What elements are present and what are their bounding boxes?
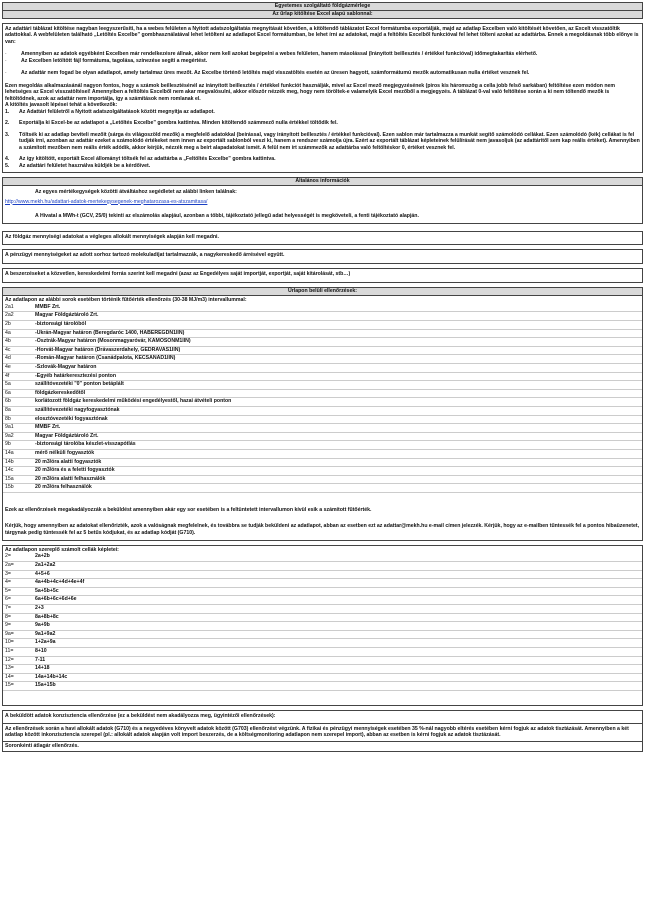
calc-row-code: 4= — [3, 579, 33, 588]
calc-row-label: 8+10 — [33, 647, 642, 656]
calc-row — [3, 656, 642, 665]
check-row — [3, 415, 642, 424]
calc-row-code: 5= — [3, 587, 33, 596]
important-paragraph: Ezen megoldás alkalmazásánál nagyon fontos, hogy a számok beillesztésénél az irányított beillesztés / értékkel funkciót használják, mivel az Excel mező megjegyzésének (piros kis háromszög a cella jobb felső sarkában) feltöltése ezen módon nem lehetséges az Excel visszatöltései! Amennyiben a feltöltés Excelből nem akar megvalósulni, akkor először nézzék meg, hogy nem töröltek-e valamelyik Excel mezőből a megjegyzés. A táblázat 0-val való feltöltése során a ki nem töltendő mezők is feltöltődnek, azok az adattár nem importálja, így a számítások nem romlanak el. — [5, 82, 616, 102]
check-row — [3, 355, 642, 364]
checks-block — [2, 296, 643, 541]
checks-after: Ezek az ellenőrzések megakadályozzák a beküldést amennyiben akár egy sor esetében is a feltüntetett intervallumon kívül esik a számított fűtőérték. — [5, 506, 372, 513]
check-row-code: 9a1 — [3, 424, 33, 433]
calc-row-label: 14+18 — [33, 665, 642, 674]
calc-row-code: 8= — [3, 613, 33, 622]
calc-row — [3, 665, 642, 674]
check-row — [3, 449, 642, 458]
conversion-link[interactable]: http://www.mekh.hu/adattari-adatok-mertekegysegenek-meghatarozasa-es-atszamitasa/ — [5, 198, 208, 205]
calc-row — [3, 673, 642, 682]
check-row-code: 15a — [3, 475, 33, 484]
check-row — [3, 312, 642, 321]
advantage-item: · Amennyiben az adatok egyébként Excelben már rendelkezésre állnak, akkor nem kell azokat begépelni a webes felületen, hanem másolással (Irányított beillesztés / értékkel funkcióval) időmegtakarítás elérhető. — [5, 51, 538, 58]
calc-row — [3, 561, 642, 570]
calc-row — [3, 682, 642, 691]
check-row — [3, 338, 642, 347]
check-row-code: 6b — [3, 398, 33, 407]
calc-row-code: 9a= — [3, 630, 33, 639]
average-price-check: Soronkénti átlagár ellenőrzés. — [2, 742, 643, 752]
calc-row — [3, 647, 642, 656]
check-row — [3, 381, 642, 390]
calc-table — [3, 553, 642, 691]
consistency-text: Az ellenőrzések során a havi allokált adatok (G710) és a negyedéves könyvelt adatok között (G703) ellenőrzést végzünk. A fizikai és pénzügyi mennyiségek esetében 35 %-nál nagyobb eltérés esetében kérni fogjuk az adatok tisztázását. Amennyiben a két adatlap között inkonzisztencia szerepel (pl.: allokált adatok alapján volt import beszerzés, de a költségmonitoring adatlapon nem szerepel import), abban az esetben is kérni fogjuk az adatok tisztázását. — [2, 724, 643, 742]
check-row — [3, 329, 642, 338]
calc-row-label: 4a+4b+4c+4d+4e+4f — [33, 579, 642, 588]
check-row-label: elosztóvezetéki fogyasztónak — [33, 415, 642, 424]
check-row-code: 4a — [3, 329, 33, 338]
calc-row-code: 6= — [3, 596, 33, 605]
steps-intro: A kitöltés javasolt lépései tehát a következők: — [5, 102, 118, 109]
calc-row-label: 15a+15b — [33, 682, 642, 691]
calc-row — [3, 579, 642, 588]
note-purchases: A beszerzéseket a közvetlen, kereskedelmi forrás szerint kell megadni (azaz az Engedélyes saját importját, exportját, saját kitárolását, stb…) — [2, 268, 643, 283]
calc-row — [3, 587, 642, 596]
check-row-label: -Horvát-Magyar határon (Drávaszerdahely, GEDRAVAS1IIN) — [33, 346, 642, 355]
calc-row-label: 8a+8b+8c — [33, 613, 642, 622]
check-row-label: -Román-Magyar határon (Csanádpalota, KECSANAD1IIN) — [33, 355, 642, 364]
check-row — [3, 304, 642, 312]
step-item: 2. Exportálja ki Excel-be az adatlapot a „Letöltés Excelbe” gombra kattintva. Minden kitöltendő számmező nulla értékkel töltődik fel. — [5, 120, 338, 127]
check-row — [3, 458, 642, 467]
step-item: 4. Az így kitöltött, exportált Excel állományt töltsék fel az adattárba a „Feltöltés Excelbe” gombra kattintva. — [5, 156, 276, 163]
check-row-label: szállítóvezetéki "0" ponton betáplált — [33, 381, 642, 390]
check-row-code: 2a1 — [3, 304, 33, 312]
check-row-label: 20 m3/óra alatti felhasználók — [33, 475, 642, 484]
calc-row-code: 14= — [3, 673, 33, 682]
check-row — [3, 475, 642, 484]
check-row-label: Magyar Földgáztároló Zrt. — [33, 432, 642, 441]
check-row-label: MMBF Zrt. — [33, 304, 642, 312]
check-row-code: 8a — [3, 407, 33, 416]
check-row-label: mérő nélküli fogyasztók — [33, 449, 642, 458]
check-row-label: szállítóvezetéki nagyfogyasztónak — [33, 407, 642, 416]
check-row — [3, 346, 642, 355]
check-row — [3, 432, 642, 441]
heat-note: A Hivatal a MWh-t (GCV, 25/0) tekinti az elszámolás alapjául, azonban a többi, tájékoztató jellegű adat helyességét is megköveteli, a fenti tájékoztató alapján. — [35, 213, 419, 220]
advantage-item: · Az Excelben letöltött fájl formátuma, tagolása, színezése segíti a megértést. — [5, 57, 208, 64]
check-row — [3, 398, 642, 407]
section-header-excel: Az űrlap kitöltése Excel alapú sablonnal: — [2, 11, 643, 19]
calc-block — [2, 545, 643, 706]
calc-row-code: 2= — [3, 553, 33, 561]
calc-row — [3, 630, 642, 639]
links-intro: Az egyes mértékegységek közötti átváltáshoz segédletet az alábbi linken találnak: — [35, 189, 237, 196]
check-row-label: -Egyéb határkeresztezési ponton — [33, 372, 642, 381]
calc-row-code: 11= — [3, 647, 33, 656]
check-row-label: -biztonsági tárolóba készlet-visszapótlás — [33, 441, 642, 450]
consistency-title: A beküldött adatok konzisztencia ellenőrzése (ez a beküldést nem akadályozza meg, ügyintézői ellenőrzések): — [2, 710, 643, 724]
check-row-label: korlátozott földgáz kereskedelmi működési engedélyestől, hazai átvételi ponton — [33, 398, 642, 407]
check-row — [3, 424, 642, 433]
check-row-label: -Osztrák-Magyar határon (Mosonmagyaróvár, KAMOSONM1IIN) — [33, 338, 642, 347]
calc-row-label: 14a+14b+14c — [33, 673, 642, 682]
advantage-item: · Az adattár nem fogad be olyan adatlapot, amely tartalmaz üres mezőt. Az Excelbe történő letöltés majd visszatöltés esetén az üresen hagyott, számformátumú mezők automatikusan nulla értéket vesznek fel. — [5, 70, 530, 77]
calc-row-label: 9a+9b — [33, 622, 642, 631]
general-info-block — [2, 186, 643, 224]
check-row-label: -biztonsági tárolóból — [33, 321, 642, 330]
check-row-label: 20 m3/óra és a feletti fogyasztók — [33, 467, 642, 476]
check-row-label: földgázkereskedőtől — [33, 389, 642, 398]
excel-instructions-block — [2, 23, 643, 174]
checks-intro: Az adatlapon az alábbi sorok esetében történik fűtőérték ellenőrzés (30-38 MJ/m3) intervallummal: — [5, 297, 247, 304]
calc-row — [3, 613, 642, 622]
check-row-label: 20 m3/óra alatti fogyasztók — [33, 458, 642, 467]
check-row — [3, 467, 642, 476]
check-row-label: 20 m3/óra felhasználók — [33, 484, 642, 493]
calc-row — [3, 570, 642, 579]
check-row — [3, 441, 642, 450]
calc-row-code: 12= — [3, 656, 33, 665]
contact-note: Kérjük, hogy amennyiben az adatokat ellenőrizték, azok a valóságnak megfelelnek, és továbbra se tudják beküldeni az adatlapot, abban az esetben ezt az adattar@mekh.hu e-mail címen jelezzék. Kérjük, hogy az e-mailben tűntessék fel a pontos hibaüzenetet, tárgynak pedig tüntessék fel az 5 betűs kódjukat, és az adatlap kódját (G710). — [5, 522, 640, 536]
check-row-label: MMBF Zrt. — [33, 424, 642, 433]
check-row-code: 4d — [3, 355, 33, 364]
note-financial: A pénzügyi mennyiségeket az adott sorhoz tartozó molekuladíjat tartalmazzák, a nagykereskedő árrésével együtt. — [2, 249, 643, 264]
section-header-general: Általános információk — [2, 177, 643, 186]
section-header-checks: Űrlapon belüli ellenőrzések: — [2, 287, 643, 296]
calc-row-code: 7= — [3, 604, 33, 613]
check-row-code: 15b — [3, 484, 33, 493]
check-row-code: 6a — [3, 389, 33, 398]
check-row-code: 2b — [3, 321, 33, 330]
check-row — [3, 372, 642, 381]
calc-row — [3, 553, 642, 561]
document-page — [2, 2, 643, 752]
calc-row-code: 13= — [3, 665, 33, 674]
calc-row-label: 9a1+9a2 — [33, 630, 642, 639]
check-row-code: 14a — [3, 449, 33, 458]
calc-row-label: 2+3 — [33, 604, 642, 613]
heat-check-table — [3, 304, 642, 493]
check-row-code: 4f — [3, 372, 33, 381]
check-row-code: 4e — [3, 364, 33, 373]
calc-row — [3, 604, 642, 613]
check-row-code: 9a2 — [3, 432, 33, 441]
calc-row-code: 2a= — [3, 561, 33, 570]
check-row — [3, 407, 642, 416]
check-row-code: 4c — [3, 346, 33, 355]
calc-row — [3, 622, 642, 631]
check-row-code: 5a — [3, 381, 33, 390]
calc-row-label: 2a+2b — [33, 553, 642, 561]
step-item: 3. Töltsék ki az adatlap beviteli mezőit (sárga és világoszöld mezők) a megfelelő adatokkal (beírással, vagy irányított beillesztés / értékkel funkcióval). Ezen sablon már tartalmazza a munkát segítő számolódó cellákat. Ezen számolódó (kék) cellákat is fel tudják írni, azonban az adattár ezeket a számolódó értékeket nem innen az exportált sablonból veszi ki, hanem a rendszer számolja újra. Ezért az exportált táblázat képleteinek felülírását nem javasoljuk (az adattáritől sem kap reális értéket). Amennyiben a számított mezőben nem reális érték adódik, akkor kérjük, nézzék meg a beírt alapadatokat ismét. A felül nem írt számmezők az adattárba való feltöltéskor 0, értéket vesznek fel. — [5, 131, 640, 151]
calc-row-label: 6a+6b+6c+6d+6e — [33, 596, 642, 605]
note-allocated: Az földgáz mennyiségi adatokat a végleges allokált mennyiségek alapján kell megadni. — [2, 231, 643, 246]
check-row — [3, 389, 642, 398]
calc-row-code: 9= — [3, 622, 33, 631]
check-row — [3, 484, 642, 493]
step-item: 1. Az Adattári felületről a Nyitott adatszolgáltatások között megnyitja az adatlapot. — [5, 108, 215, 115]
calc-row — [3, 596, 642, 605]
calc-row-label: 1+2a+9a — [33, 639, 642, 648]
check-row-code: 9b — [3, 441, 33, 450]
calc-row-code: 15= — [3, 682, 33, 691]
intro-paragraph: Az adattári táblázat kitöltése nagyban leegyszerűsíti, ha a webes felületen a Nyitott adatszolgáltatás megnyitását követően, a kitöltendő táblázatot Excel formátumba exportálják, majd az adatlap Excelben való kitöltését követően, az Excelt visszatöltik adattokkal. A webfelületen található „Letöltés Excelbe” gombhasználatával lehet letölteni az adatlapot Excel formátumban, be lehet írni az adatokat, majd a feltöltés Excelből funkcióval fel lehet tölteni azokat az adattárba. Ennek a megoldásnak több előnye is van: — [5, 25, 639, 45]
calc-row — [3, 639, 642, 648]
check-row-code: 14b — [3, 458, 33, 467]
calc-row-code: 10= — [3, 639, 33, 648]
check-row — [3, 364, 642, 373]
check-row-code: 14c — [3, 467, 33, 476]
calc-row-label: 2a1+2a2 — [33, 561, 642, 570]
calc-row-label: 5a+5b+5c — [33, 587, 642, 596]
check-row-label: Magyar Földgáztároló Zrt. — [33, 312, 642, 321]
check-row-label: -Szlovák-Magyar határon — [33, 364, 642, 373]
calc-row-label: 4+5+6 — [33, 570, 642, 579]
check-row — [3, 321, 642, 330]
check-row-code: 4b — [3, 338, 33, 347]
calc-row-label: 7-11 — [33, 656, 642, 665]
calc-row-code: 3= — [3, 570, 33, 579]
check-row-label: -Ukrán-Magyar határon (Beregdaróc 1400, HABEREGDN1IIN) — [33, 329, 642, 338]
check-row-code: 2a2 — [3, 312, 33, 321]
check-row-code: 8b — [3, 415, 33, 424]
step-item: 5. Az adattári felületet használva küldjék be a kérdőívet. — [5, 162, 151, 169]
calc-title: Az adatlapon szereplő számolt cellák képletei: — [5, 546, 119, 553]
document-title: Egyetemes szolgáltató földgázmérlege — [2, 2, 643, 11]
